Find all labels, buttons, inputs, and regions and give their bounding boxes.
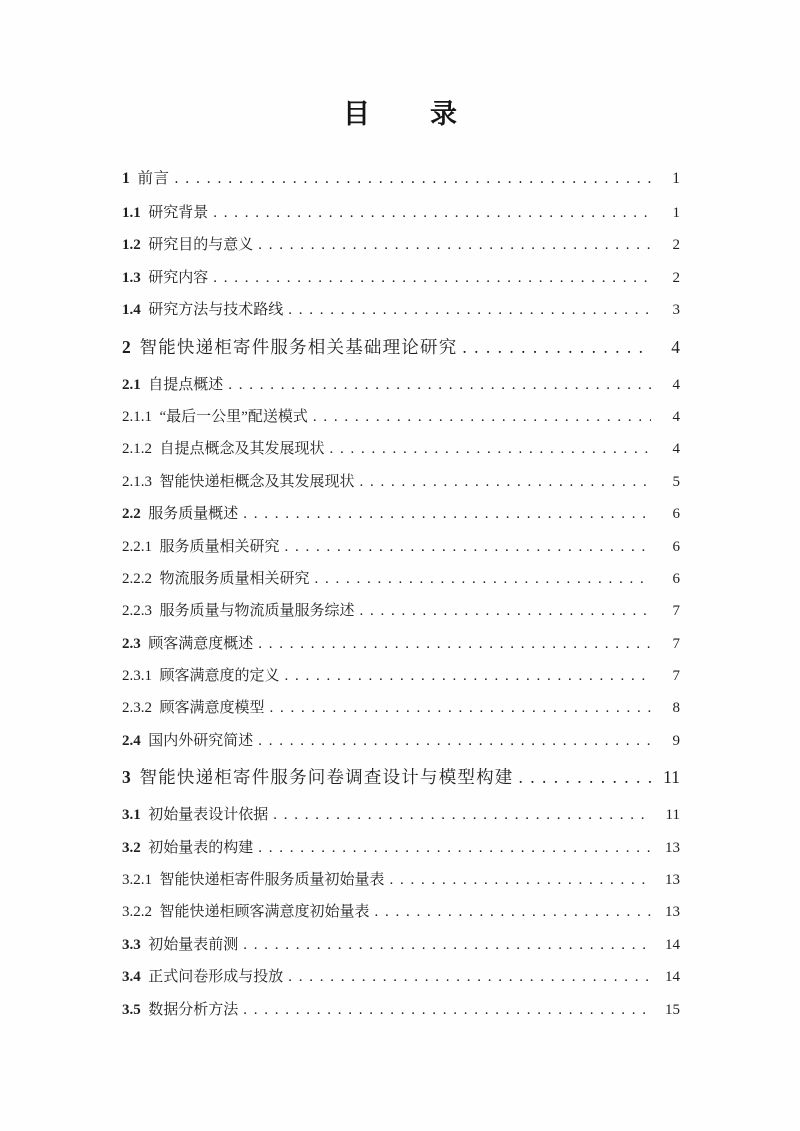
toc-entry-page: 1 <box>672 170 680 187</box>
toc-entry <box>122 837 680 869</box>
toc-entry-number: 2 <box>122 336 131 357</box>
toc-entry <box>122 901 680 933</box>
dot-leader <box>243 999 651 1021</box>
toc-entry-page: 7 <box>672 603 680 620</box>
toc-entry-page: 2 <box>672 237 680 254</box>
toc-entry-title: 自提点概述 <box>148 376 224 393</box>
toc-entry-title: 自提点概念及其发展现状 <box>159 441 325 458</box>
toc-entry-page: 14 <box>665 969 680 986</box>
toc-entry-number: 3.4 <box>122 969 141 986</box>
toc-entry-title: 初始量表设计依据 <box>148 807 269 824</box>
toc-entry-title: 顾客满意度模型 <box>159 700 265 717</box>
toc-entry <box>122 374 680 406</box>
toc-entry-number: 2.1.3 <box>122 473 152 490</box>
toc-entry <box>122 697 680 729</box>
dot-leader <box>519 766 652 788</box>
toc-entry <box>122 438 680 470</box>
toc-entry-title: 前言 <box>137 170 170 187</box>
toc-list <box>122 168 680 1031</box>
dot-leader <box>360 600 651 622</box>
toc-entry-title: “最后一公里”配送模式 <box>159 408 308 425</box>
toc-entry-title: 物流服务质量相关研究 <box>159 570 310 587</box>
toc-page-title: 目 录 <box>343 99 459 129</box>
toc-entry-page: 14 <box>665 936 680 953</box>
dot-leader <box>285 536 651 558</box>
toc-entry-title: 初始量表的构建 <box>148 839 254 856</box>
dot-leader <box>288 299 651 321</box>
toc-entry <box>122 934 680 966</box>
toc-entry <box>122 471 680 503</box>
toc-entry-page: 9 <box>672 732 680 749</box>
dot-leader <box>330 438 651 460</box>
toc-entry-title: 研究方法与技术路线 <box>148 302 284 319</box>
toc-entry-page: 13 <box>665 872 680 889</box>
toc-entry-title: 智能快递柜寄件服务问卷调查设计与模型构建 <box>139 767 514 788</box>
toc-entry <box>122 536 680 568</box>
dot-leader <box>313 406 651 428</box>
toc-entry <box>122 168 680 202</box>
toc-entry-number: 1.1 <box>122 205 141 221</box>
toc-entry <box>122 568 680 600</box>
toc-entry-page: 6 <box>672 506 680 523</box>
toc-entry-title: 服务质量相关研究 <box>159 538 280 555</box>
toc-entry-title: 顾客满意度的定义 <box>159 668 280 685</box>
toc-entry-title: 正式问卷形成与投放 <box>148 969 284 986</box>
toc-entry-page: 4 <box>672 408 680 425</box>
toc-entry-number: 2.1 <box>122 376 141 393</box>
dot-leader <box>315 568 651 590</box>
toc-entry-page: 5 <box>672 473 680 490</box>
dot-leader <box>375 901 651 923</box>
toc-entry-number: 2.1.2 <box>122 441 152 458</box>
toc-entry-page: 15 <box>665 1001 680 1018</box>
toc-entry-number: 2.3 <box>122 635 141 652</box>
toc-entry-number: 3.2 <box>122 839 141 856</box>
dot-leader <box>213 202 651 224</box>
toc-entry-number: 2.2.3 <box>122 603 152 620</box>
toc-entry-page: 4 <box>672 441 680 458</box>
toc-entry-title: 服务质量与物流质量服务综述 <box>159 603 355 620</box>
toc-entry-number: 3.2.1 <box>122 872 152 889</box>
dot-leader <box>285 665 651 687</box>
toc-entry-title: 研究内容 <box>148 269 209 286</box>
dot-leader <box>243 503 651 525</box>
toc-entry <box>122 600 680 632</box>
toc-entry-number: 2.2.1 <box>122 538 152 555</box>
dot-leader <box>258 730 651 752</box>
toc-entry-page: 7 <box>672 635 680 652</box>
toc-entry-page: 6 <box>672 570 680 587</box>
toc-entry-title: 智能快递柜寄件服务质量初始量表 <box>159 872 385 889</box>
dot-leader <box>258 837 651 859</box>
toc-entry-title: 顾客满意度概述 <box>148 635 254 652</box>
toc-entry-page: 13 <box>665 839 680 856</box>
toc-entry-page: 1 <box>672 205 680 221</box>
toc-entry-page: 4 <box>671 336 680 357</box>
toc-entry <box>122 762 680 804</box>
toc-entry-title: 智能快递柜概念及其发展现状 <box>159 473 355 490</box>
toc-entry-page: 7 <box>672 668 680 685</box>
dot-leader <box>270 697 651 719</box>
toc-entry-title: 研究目的与意义 <box>148 237 254 254</box>
toc-entry-number: 1.4 <box>122 302 141 319</box>
toc-entry-page: 6 <box>672 538 680 555</box>
dot-leader <box>360 471 651 493</box>
toc-entry <box>122 999 680 1031</box>
toc-entry-number: 1.3 <box>122 269 141 286</box>
toc-entry <box>122 332 680 374</box>
toc-entry <box>122 633 680 665</box>
dot-leader <box>213 267 651 289</box>
toc-entry <box>122 234 680 266</box>
toc-entry-number: 3.1 <box>122 807 141 824</box>
toc-entry-page: 11 <box>663 767 680 788</box>
toc-entry-number: 2.3.2 <box>122 700 152 717</box>
dot-leader <box>228 374 651 396</box>
toc-entry-title: 智能快递柜寄件服务相关基础理论研究 <box>139 336 458 357</box>
dot-leader <box>243 934 651 956</box>
dot-leader <box>258 234 651 256</box>
toc-entry-page: 11 <box>665 807 680 824</box>
toc-entry <box>122 406 680 438</box>
toc-entry <box>122 299 680 331</box>
toc-entry-number: 3.5 <box>122 1001 141 1018</box>
toc-entry-number: 2.3.1 <box>122 668 152 685</box>
toc-entry-number: 2.2.2 <box>122 570 152 587</box>
toc-entry <box>122 730 680 762</box>
toc-entry-number: 3 <box>122 767 131 788</box>
toc-entry <box>122 202 680 234</box>
toc-entry-page: 13 <box>665 904 680 921</box>
toc-entry <box>122 267 680 299</box>
dot-leader <box>462 336 651 358</box>
toc-entry-number: 3.2.2 <box>122 904 152 921</box>
toc-entry-page: 8 <box>672 700 680 717</box>
toc-entry <box>122 503 680 535</box>
toc-entry-title: 初始量表前测 <box>148 936 239 953</box>
toc-entry-number: 1 <box>122 170 130 187</box>
toc-entry-page: 2 <box>672 269 680 286</box>
toc-entry <box>122 869 680 901</box>
toc-entry-page: 4 <box>672 376 680 393</box>
toc-entry-number: 3.3 <box>122 936 141 953</box>
toc-entry-number: 2.1.1 <box>122 408 152 425</box>
toc-entry-title: 服务质量概述 <box>148 506 239 523</box>
dot-leader <box>175 168 651 190</box>
toc-entry-title: 研究背景 <box>148 205 209 221</box>
dot-leader <box>288 966 651 988</box>
toc-entry <box>122 966 680 998</box>
toc-entry-title: 智能快递柜顾客满意度初始量表 <box>159 904 370 921</box>
toc-entry-number: 2.4 <box>122 732 141 749</box>
toc-entry-title: 数据分析方法 <box>148 1001 239 1018</box>
dot-leader <box>390 869 651 891</box>
toc-entry-number: 2.2 <box>122 506 141 523</box>
dot-leader <box>258 633 651 655</box>
toc-entry <box>122 665 680 697</box>
dot-leader <box>273 804 651 826</box>
toc-entry-title: 国内外研究简述 <box>148 732 254 749</box>
toc-entry-number: 1.2 <box>122 237 141 254</box>
toc-entry <box>122 804 680 836</box>
toc-entry-page: 3 <box>672 302 680 319</box>
